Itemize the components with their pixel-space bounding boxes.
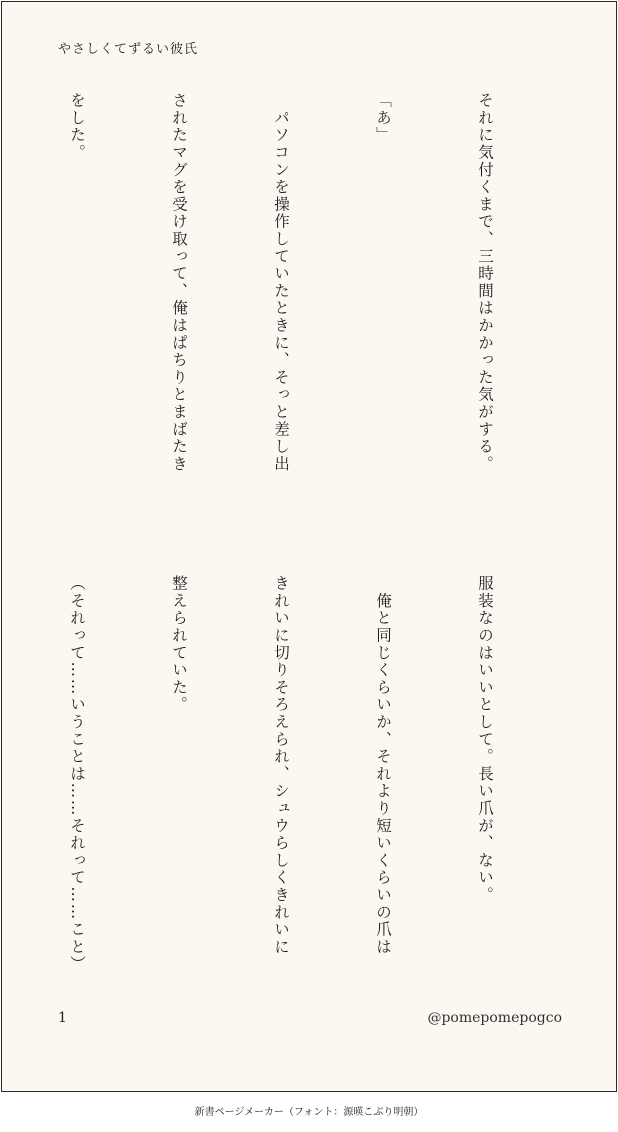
text-column: されたマグを受け取って、俺はぱちりとまばたき: [170, 92, 188, 473]
lower-text-block: [0, 575, 570, 1005]
text-column: をした。: [68, 92, 86, 162]
text-column: それに気付くまで、三時間はかかった気がする。: [476, 92, 494, 473]
text-column: 俺と同じくらいか、それより短いくらいの爪は: [374, 575, 392, 956]
text-column: 服装なのはいいとして。長い爪が、ない。: [476, 575, 494, 904]
text-column: （それって……いうことは……それって……こと）: [68, 575, 86, 973]
upper-text-block: [0, 92, 570, 522]
book-page: [1, 1, 617, 1092]
author-credit: @pomepomepogco: [427, 1010, 562, 1026]
text-column: 整えられていた。: [170, 575, 188, 714]
book-title: やさしくてずるい彼氏: [58, 42, 199, 57]
text-column: パソコンを操作していたときに、そっと差し出: [272, 92, 290, 473]
text-column: きれいに切りそろえられ、シュウらしくきれいに: [272, 575, 290, 956]
page-number: 1: [58, 1010, 67, 1026]
text-column: 「あ」: [374, 92, 392, 144]
generator-footer: 新書ページメーカー（フォント：源暎こぶり明朝）: [194, 1107, 424, 1118]
